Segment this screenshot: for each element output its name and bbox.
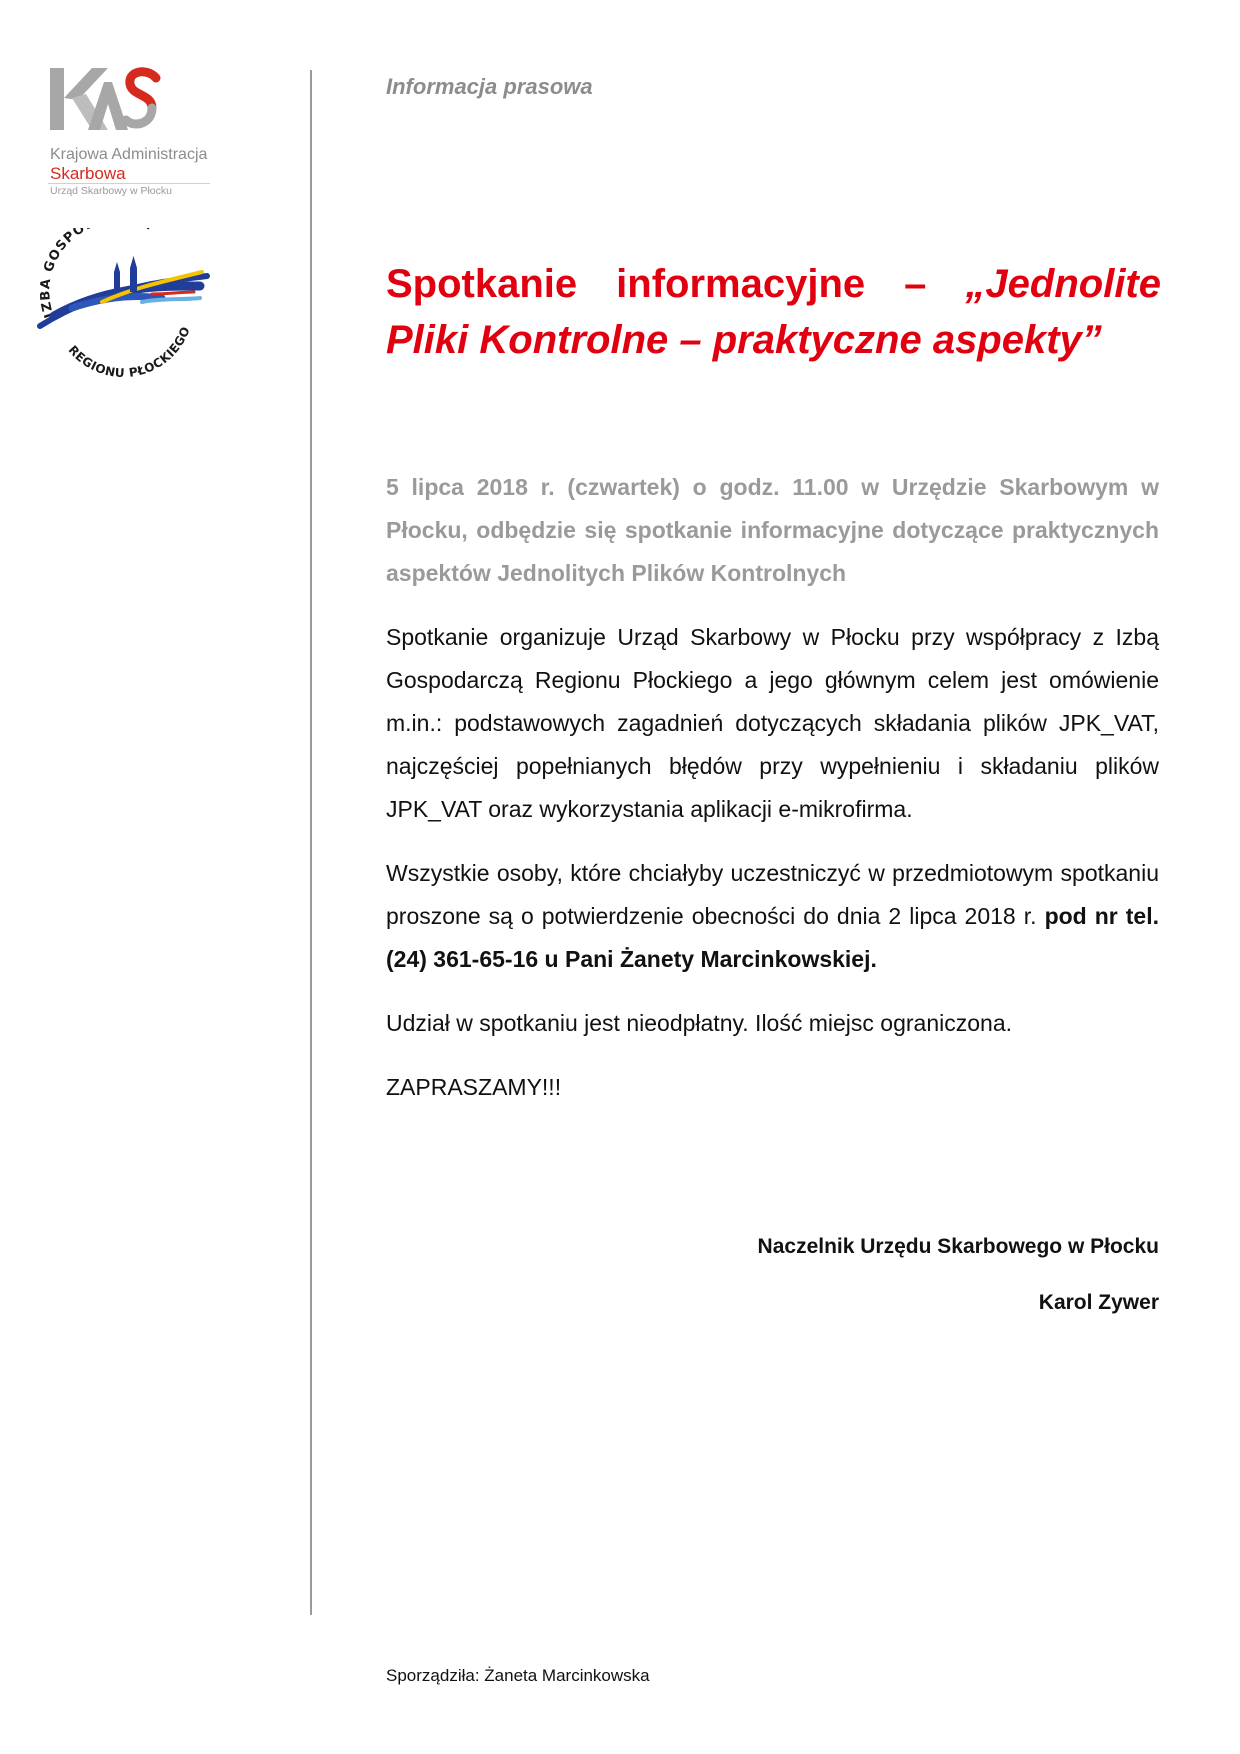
invitation-text: ZAPRASZAMY!!! — [386, 1074, 562, 1100]
body-paragraph-3: Udział w spotkaniu jest nieodpłatny. Ilość miejsc ograniczona. — [386, 1010, 1012, 1036]
contact-phone-text: pod nr tel. (24) 361-65-16 u Pani Żanety Marcinkowskiej. — [386, 903, 1159, 972]
title-line1-regular: Spotkanie informacyjne – — [386, 262, 966, 306]
signature-name: Karol Zywer — [1038, 1291, 1159, 1314]
kas-logo-line1: Krajowa Administracja — [50, 146, 208, 163]
izba-logo-text-bottom: REGIONU PŁOCKIEGO — [65, 324, 193, 381]
kas-logo-line3: Urząd Skarbowy w Płocku — [50, 185, 172, 197]
body-paragraph-2 — [386, 852, 1159, 981]
izba-logo-text-top: IZBA GOSPO — [38, 228, 89, 320]
title-line1 — [386, 256, 1161, 312]
title-line2: Pliki Kontrolne – praktyczne aspekty” — [386, 318, 1102, 362]
kas-logo-mark — [48, 64, 168, 144]
kas-logo — [48, 64, 238, 204]
lead-paragraph: 5 lipca 2018 r. (czwartek) o godz. 11.00 w Urzędzie Skarbowym w Płocku, odbędzie się spotkanie informacyjne dotyczące praktycznych aspektów Jednolitych Plików Kontrolnych — [386, 474, 1159, 586]
body-paragraph-2-text: Wszystkie osoby, które chciałyby uczestniczyć w przedmiotowym spotkaniu proszone są o potwierdzenie obecności do dnia 2 lipca 2018 r. — [386, 860, 1159, 929]
footer-prepared-by: Sporządziła: Żaneta Marcinkowska — [386, 1666, 650, 1685]
page-title — [386, 256, 1161, 368]
izba-logo-graphic — [32, 228, 232, 388]
svg-text:REGIONU PŁOCKIEGO — [66, 324, 193, 380]
title-line1-italic: „Jednolite — [965, 262, 1161, 306]
kas-logo-divider — [48, 183, 210, 184]
izba-logo — [32, 228, 232, 388]
body-paragraph-1: Spotkanie organizuje Urząd Skarbowy w Płocku przy współpracy z Izbą Gospodarczą Regionu Płockiego a jego głównym celem jest omówienie m.in.: podstawowych zagadnień dotyczących składania plików JPK_VAT, najczęściej popełnianych błędów przy wypełnieniu i składaniu plików JPK_VAT oraz wykorzystania aplikacji e-mikrofirma. — [386, 624, 1159, 822]
kas-logo-line2: Skarbowa — [50, 164, 126, 183]
article-body — [386, 466, 1159, 1130]
press-release-label: Informacja prasowa — [386, 74, 593, 99]
signature-role: Naczelnik Urzędu Skarbowego w Płocku — [757, 1235, 1159, 1258]
vertical-divider — [310, 70, 312, 1615]
signature-block — [386, 1232, 1159, 1318]
